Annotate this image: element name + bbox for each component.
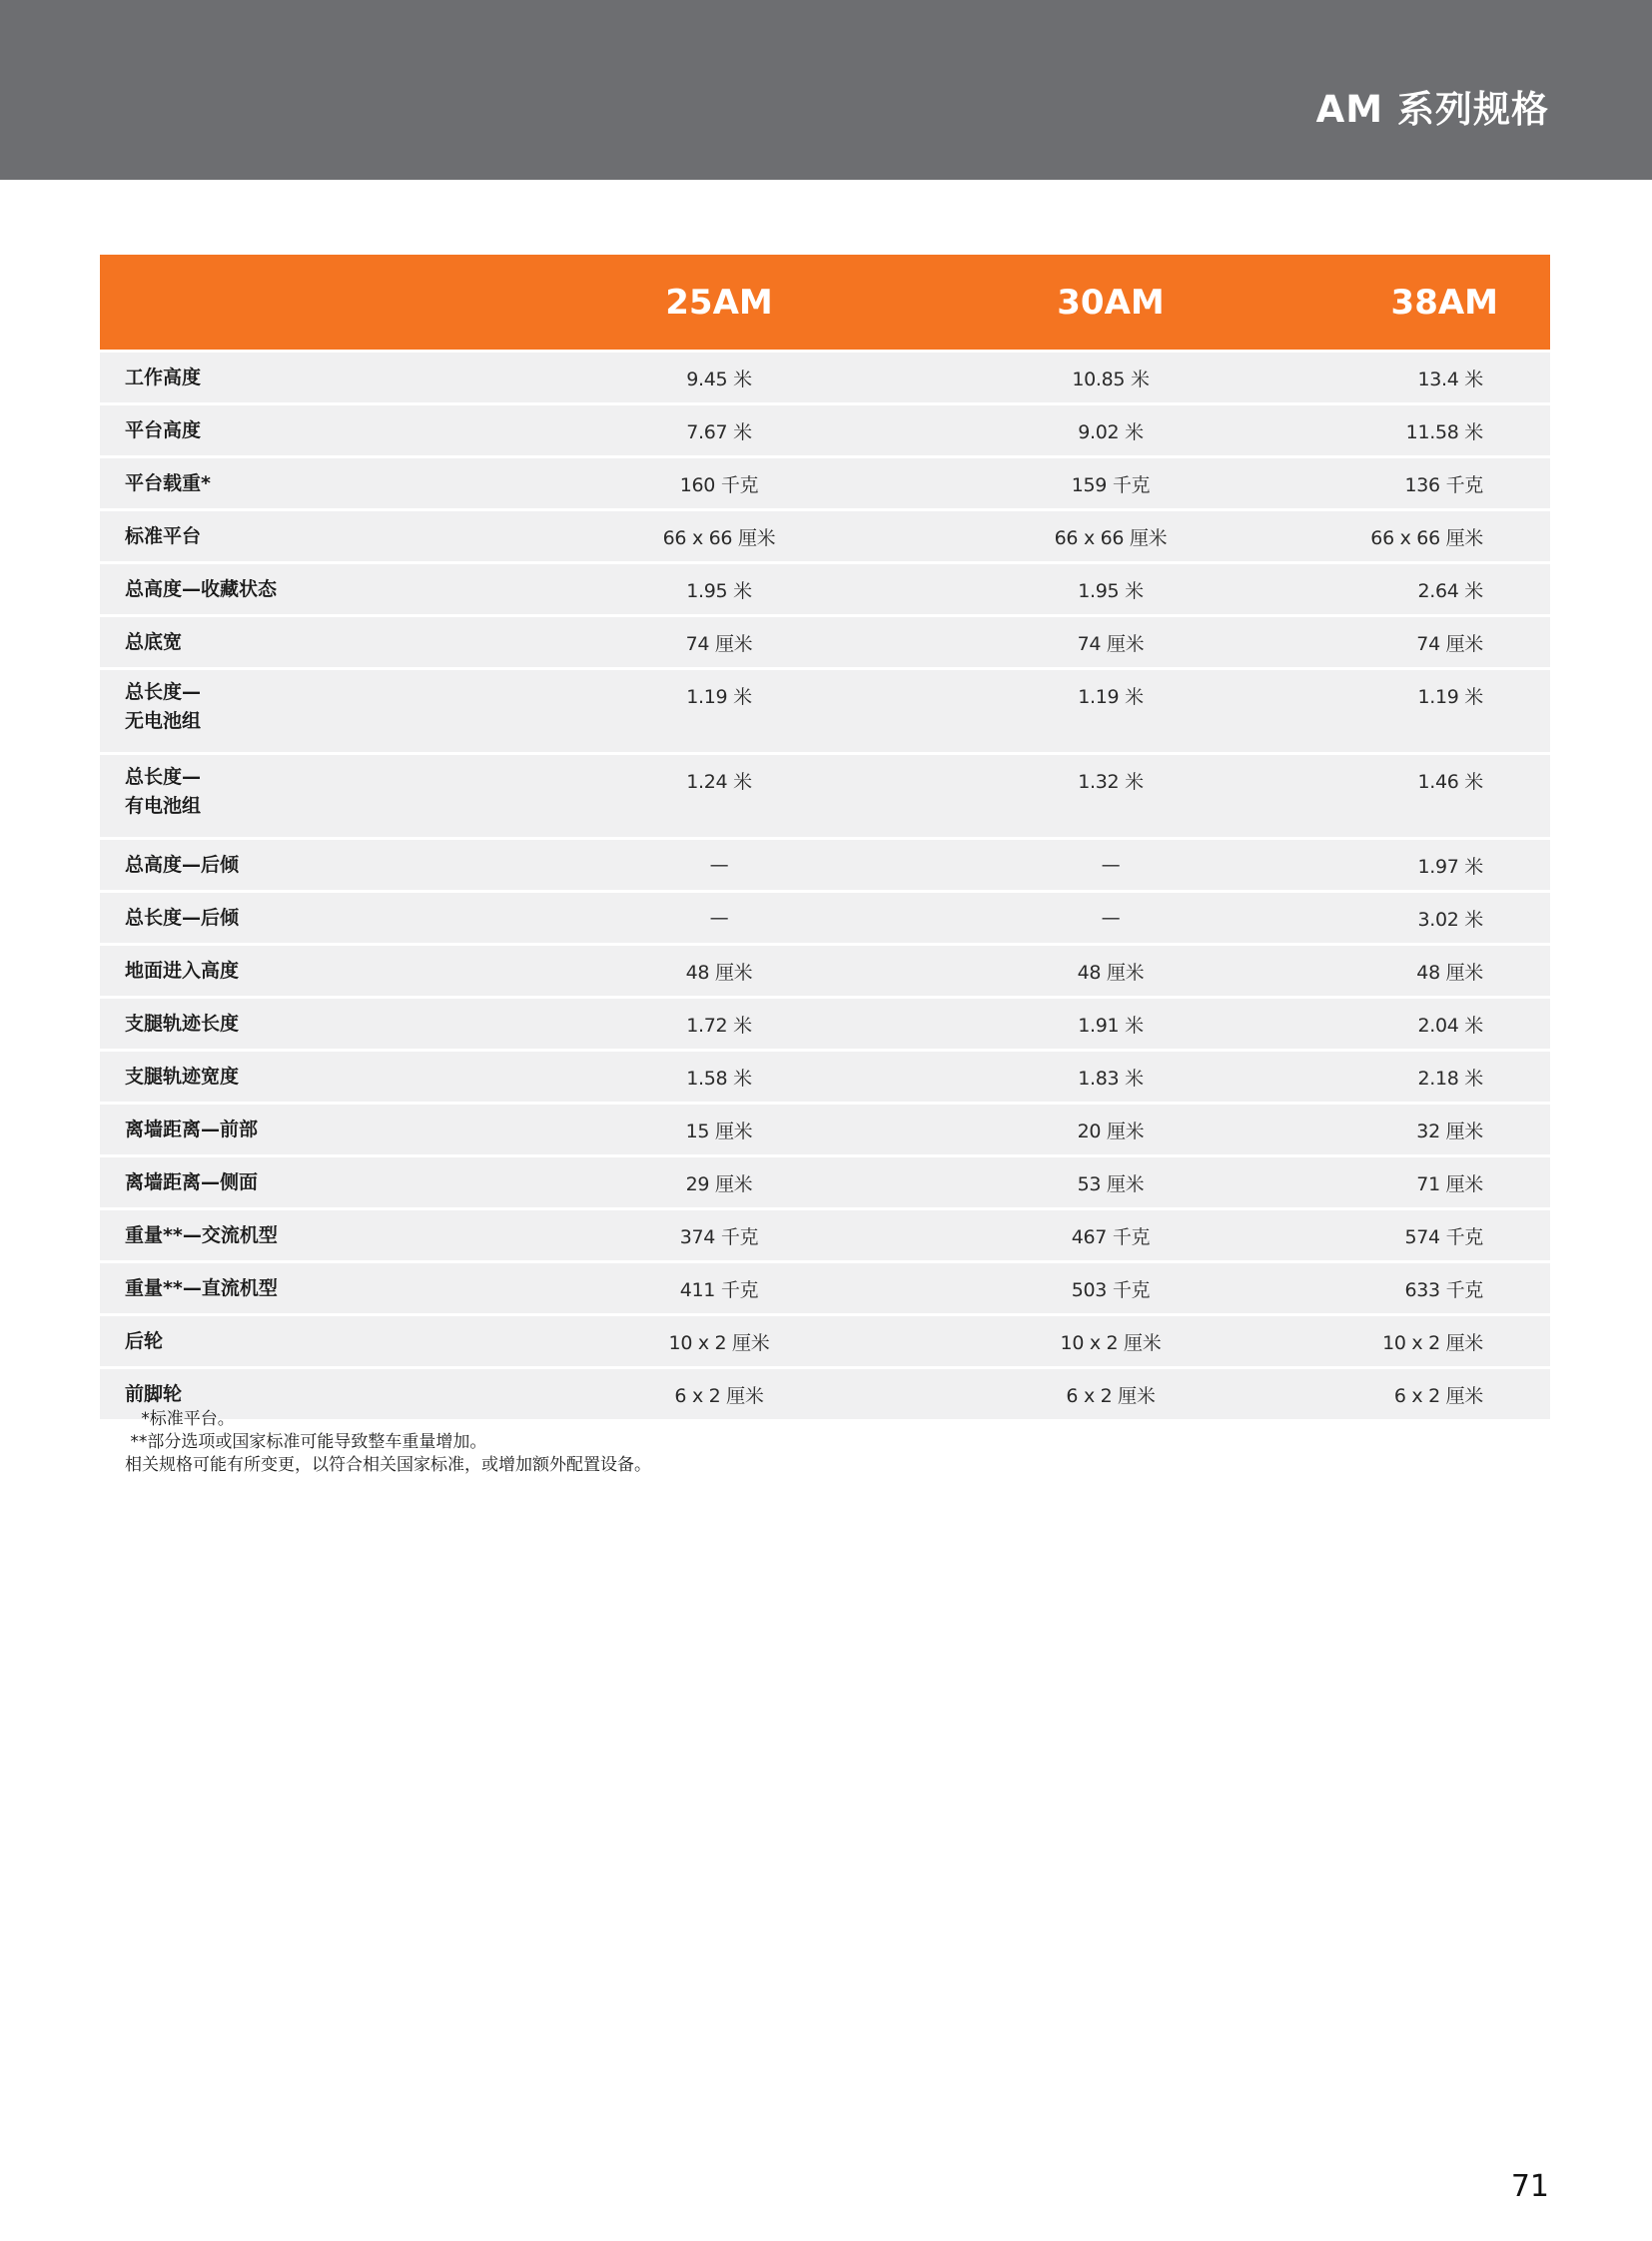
footnote: 相关规格可能有所变更，以符合相关国家标准，或增加额外配置设备。 <box>125 1455 651 1475</box>
cell-value: — <box>523 890 915 943</box>
row-label <box>100 1154 523 1207</box>
row-label-line: 离墙距离—前部 <box>125 1118 259 1140</box>
cell-value: 1.19 米 <box>523 667 915 752</box>
cell-value: 503 千克 <box>915 1260 1306 1313</box>
row-label <box>100 350 523 402</box>
row-label-line: 总长度—后倾 <box>125 906 240 929</box>
row-label-line: 总长度— <box>125 681 202 703</box>
table-row <box>100 943 1550 996</box>
cell-value: 7.67 米 <box>523 402 915 455</box>
cell-value: 159 千克 <box>915 455 1306 508</box>
cell-value: 10 x 2 厘米 <box>523 1313 915 1366</box>
cell-value: 1.91 米 <box>915 996 1306 1049</box>
table-row <box>100 350 1550 402</box>
row-label <box>100 837 523 890</box>
column-header-blank <box>100 255 523 350</box>
row-label-line: 离墙距离—侧面 <box>125 1170 259 1193</box>
table-row <box>100 752 1550 837</box>
cell-value: 9.02 米 <box>915 402 1306 455</box>
cell-value: 1.24 米 <box>523 752 915 837</box>
row-label <box>100 1260 523 1313</box>
row-label <box>100 1207 523 1260</box>
cell-value: 6 x 2 厘米 <box>523 1366 915 1419</box>
cell-value: 160 千克 <box>523 455 915 508</box>
table-row <box>100 1102 1550 1154</box>
row-label-line: 重量**—直流机型 <box>125 1276 278 1299</box>
cell-value: 32 厘米 <box>1306 1102 1550 1154</box>
cell-value: 48 厘米 <box>915 943 1306 996</box>
row-label <box>100 508 523 561</box>
row-label <box>100 667 523 752</box>
row-label <box>100 752 523 837</box>
table-row <box>100 667 1550 752</box>
cell-value: 10.85 米 <box>915 350 1306 402</box>
table-row <box>100 455 1550 508</box>
column-header-38am: 38AM <box>1306 255 1550 350</box>
footnote: *标准平台。 <box>125 1409 235 1429</box>
cell-value: 74 厘米 <box>1306 614 1550 667</box>
cell-value: 411 千克 <box>523 1260 915 1313</box>
cell-value: 48 厘米 <box>523 943 915 996</box>
cell-value: 15 厘米 <box>523 1102 915 1154</box>
cell-value: 11.58 米 <box>1306 402 1550 455</box>
table-row <box>100 561 1550 614</box>
row-label-line: 有电池组 <box>125 795 202 817</box>
cell-value: 1.95 米 <box>915 561 1306 614</box>
cell-value: 66 x 66 厘米 <box>523 508 915 561</box>
table-row <box>100 837 1550 890</box>
cell-value: 66 x 66 厘米 <box>915 508 1306 561</box>
cell-value: 13.4 米 <box>1306 350 1550 402</box>
cell-value: 9.45 米 <box>523 350 915 402</box>
cell-value: 10 x 2 厘米 <box>915 1313 1306 1366</box>
table-row <box>100 1313 1550 1366</box>
spec-table <box>100 255 1550 1419</box>
row-label-line: 总高度—后倾 <box>125 853 240 876</box>
row-label-line: 前脚轮 <box>125 1382 183 1405</box>
table-row <box>100 508 1550 561</box>
cell-value: 2.64 米 <box>1306 561 1550 614</box>
cell-value: 74 厘米 <box>523 614 915 667</box>
cell-value: 74 厘米 <box>915 614 1306 667</box>
row-label-line: 后轮 <box>125 1329 164 1352</box>
row-label-line: 支腿轨迹长度 <box>125 1012 240 1035</box>
row-label <box>100 1313 523 1366</box>
cell-value: 2.18 米 <box>1306 1049 1550 1102</box>
row-label <box>100 996 523 1049</box>
row-label <box>100 1102 523 1154</box>
row-label <box>100 1049 523 1102</box>
cell-value: 1.46 米 <box>1306 752 1550 837</box>
table-body <box>100 350 1550 1419</box>
footnote: **部分选项或国家标准可能导致整车重量增加。 <box>125 1432 487 1452</box>
table-row <box>100 614 1550 667</box>
cell-value: 29 厘米 <box>523 1154 915 1207</box>
cell-value: 6 x 2 厘米 <box>1306 1366 1550 1419</box>
table-row <box>100 1049 1550 1102</box>
row-label <box>100 890 523 943</box>
row-label <box>100 402 523 455</box>
table-row <box>100 996 1550 1049</box>
row-label-line: 平台高度 <box>125 418 202 441</box>
column-header-30am: 30AM <box>915 255 1306 350</box>
cell-value: 574 千克 <box>1306 1207 1550 1260</box>
cell-value: 136 千克 <box>1306 455 1550 508</box>
table-header-row <box>100 255 1550 350</box>
row-label-line: 总长度— <box>125 766 202 788</box>
cell-value: 66 x 66 厘米 <box>1306 508 1550 561</box>
row-label-line: 总底宽 <box>125 630 183 653</box>
table-row <box>100 1260 1550 1313</box>
cell-value: 3.02 米 <box>1306 890 1550 943</box>
page-title: AM 系列规格 <box>1315 88 1549 131</box>
table-row <box>100 1154 1550 1207</box>
cell-value: 467 千克 <box>915 1207 1306 1260</box>
row-label-line: 标准平台 <box>125 524 202 547</box>
row-label <box>100 561 523 614</box>
cell-value: 48 厘米 <box>1306 943 1550 996</box>
footnotes <box>125 1408 651 1477</box>
row-label-line: 总高度—收藏状态 <box>125 577 278 600</box>
row-label <box>100 943 523 996</box>
cell-value: — <box>915 890 1306 943</box>
cell-value: 1.95 米 <box>523 561 915 614</box>
table-row <box>100 1207 1550 1260</box>
cell-value: 1.32 米 <box>915 752 1306 837</box>
column-header-25am: 25AM <box>523 255 915 350</box>
row-label <box>100 614 523 667</box>
row-label-line: 工作高度 <box>125 366 202 388</box>
cell-value: — <box>523 837 915 890</box>
page-number: 71 <box>1510 2169 1549 2204</box>
cell-value: 1.19 米 <box>1306 667 1550 752</box>
cell-value: 1.72 米 <box>523 996 915 1049</box>
table-row <box>100 890 1550 943</box>
row-label-line: 支腿轨迹宽度 <box>125 1065 240 1088</box>
table-row <box>100 402 1550 455</box>
cell-value: 633 千克 <box>1306 1260 1550 1313</box>
cell-value: 71 厘米 <box>1306 1154 1550 1207</box>
cell-value: 6 x 2 厘米 <box>915 1366 1306 1419</box>
row-label-line: 平台载重* <box>125 471 211 494</box>
row-label-line: 重量**—交流机型 <box>125 1223 278 1246</box>
cell-value: 1.97 米 <box>1306 837 1550 890</box>
row-label-line: 地面进入高度 <box>125 959 240 982</box>
cell-value: 374 千克 <box>523 1207 915 1260</box>
cell-value: 1.58 米 <box>523 1049 915 1102</box>
row-label-line: 无电池组 <box>125 710 202 732</box>
cell-value: 53 厘米 <box>915 1154 1306 1207</box>
row-label <box>100 455 523 508</box>
cell-value: 20 厘米 <box>915 1102 1306 1154</box>
cell-value: 2.04 米 <box>1306 996 1550 1049</box>
cell-value: — <box>915 837 1306 890</box>
cell-value: 1.83 米 <box>915 1049 1306 1102</box>
cell-value: 10 x 2 厘米 <box>1306 1313 1550 1366</box>
cell-value: 1.19 米 <box>915 667 1306 752</box>
